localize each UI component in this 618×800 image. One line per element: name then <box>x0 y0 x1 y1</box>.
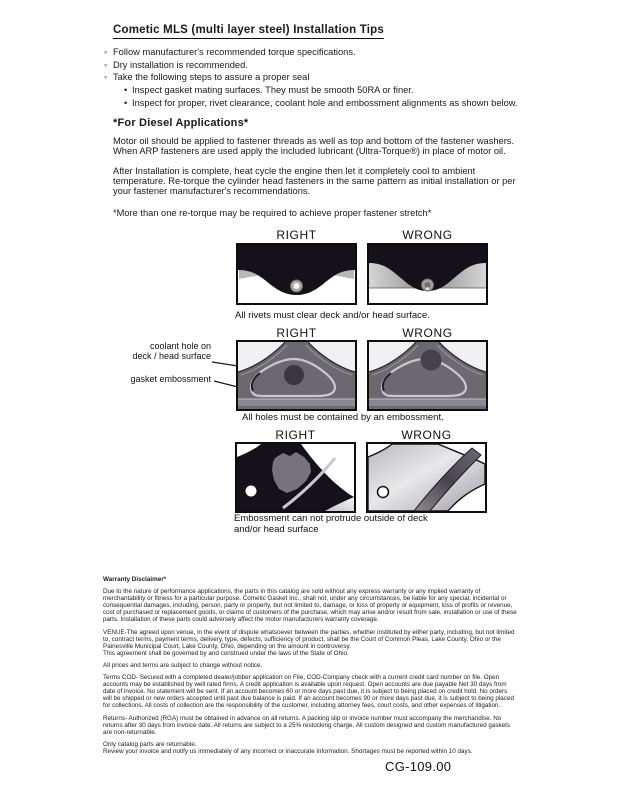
bullet-open-icon: ◦ <box>104 59 108 70</box>
legal-paragraph: Review your invoice and notify us immediately of any incorrect or inaccurate information. Shortages must be reported within 10 days. <box>103 747 473 755</box>
figure3-wrong-diagram <box>366 442 487 513</box>
annotation-gasket-embossment: gasket embossment <box>130 374 211 384</box>
hole-embossment-wrong-diagram <box>369 342 486 409</box>
legal-paragraph: This agreement shall be governed by and construed under the laws of the State of Ohio. <box>103 649 349 657</box>
figure2-right-diagram <box>236 340 357 411</box>
embossment-edge-wrong-diagram <box>368 444 485 511</box>
figure2-right-label: RIGHT <box>276 326 317 340</box>
rivet-clearance-right-diagram <box>238 245 355 303</box>
figure2-caption: All holes must be contained by an embossment. <box>242 412 444 423</box>
legal-paragraph: Terms COD- Secured with a completed dealer/jobber application on File, COD-Company check with a current credit card number on file. Open accounts may be established by well rated firms. A credit application is available upon request. Open accounts are due payable Net 30 days from date of invoice. No statement will be sent. If an account becomes 60 or more days past due, it is subject to being placed on credit hold. No orders will be shipped or new orders accepted until past due balance is paid. If an account becomes 90 or more days past due, it is subject to being placed for collections. All costs of collection are the responsibility of the customer, including attorney fees, court costs, and other expenses of litigation. <box>103 674 514 710</box>
list-item <box>124 84 534 97</box>
figure1-caption: All rivets must clear deck and/or head surface. <box>235 310 430 321</box>
embossment-edge-right-diagram <box>237 444 354 511</box>
paragraph: Motor oil should be applied to fastener threads as well as top and bottom of the fastener washers. When ARP fasteners are used apply the included lubricant (Ultra-Torque®) in place of motor oil. <box>113 136 515 156</box>
list-item <box>124 97 534 110</box>
bullet-open-icon: ◦ <box>104 72 108 83</box>
bullet-open-icon: ◦ <box>104 47 108 57</box>
legal-paragraph: Only catalog parts are returnable. <box>103 740 197 748</box>
figure2-wrong-label: WRONG <box>402 326 453 340</box>
list-item-text: Inspect gasket mating surfaces. They must be smooth 50RA or finer. <box>132 85 414 96</box>
list-item-text: Inspect for proper, rivet clearance, coolant hole and embossment alignments as shown below. <box>132 97 518 108</box>
annotation-coolant-hole: coolant hole on deck / head surface <box>132 341 211 361</box>
figure3-wrong-label: WRONG <box>401 428 452 442</box>
list-item <box>104 71 534 84</box>
diesel-section-heading: *For Diesel Applications* <box>113 117 249 129</box>
figure3-right-diagram <box>235 442 356 513</box>
installation-tips-list <box>104 46 534 110</box>
warranty-disclaimer-heading: Warranty Disclaimer* <box>103 576 167 583</box>
rivet-clearance-wrong-diagram <box>369 245 486 303</box>
list-item-text: Follow manufacturer's recommended torque specifications. <box>113 47 356 57</box>
figure2-wrong-diagram <box>367 340 488 411</box>
paragraph: After Installation is complete, heat cycle the engine then let it completely cool to ambient temperature. Re-torque the cylinder head fasteners in the same pattern as initial installation or per your fastener manufacturer's recommendations. <box>113 166 516 196</box>
page-number: CG-109.00 <box>385 759 452 774</box>
figure1-wrong-diagram <box>367 243 488 305</box>
figure3-right-label: RIGHT <box>275 428 316 442</box>
legal-paragraph: VENUE-The agreed upon venue, in the event of dispute whatsoever between the parties, whether instituted by either party, including, but not limited to, contract terms, payment terms, delivery, type, defects, sufficiency of product, shall be the Court of Common Pleas, Lake County, Ohio or the Painesville Municipal Court, Lake County, Ohio, depending on the amount in controversy. <box>103 628 515 650</box>
page-title: Cometic MLS (multi layer steel) Installation Tips <box>113 24 384 39</box>
list-item-text: Dry installation is recommended. <box>113 59 248 70</box>
list-item-text: Take the following steps to assure a proper seal <box>113 72 310 83</box>
figure1-right-diagram <box>236 243 357 305</box>
paragraph: *More than one re-torque may be required to achieve proper fastener stretch* <box>113 208 432 218</box>
list-item <box>104 59 534 72</box>
list-item <box>104 46 534 59</box>
legal-paragraph: All prices and terms are subject to change without notice. <box>103 661 263 669</box>
figure3-caption: Embossment can not protrude outside of deck and/or head surface <box>234 513 428 535</box>
legal-paragraph: Returns- Authorized (RGA) must be obtained in advance on all returns. A packing slip or invoice number must accompany the merchandise. No returns after 30 days from invoice date. All returns are subject to a 25% restocking charge. All custom designed and custom manufactured gaskets are non-returnable. <box>103 714 511 736</box>
legal-paragraph: Due to the nature of performance applications, the parts in this catalog are sold without any express warranty or any implied warranty of merchantability or fitness for a particular purpose. Cometic Gasket Inc., shall not, under any circumstances, be liable for any special, incidental or consequential damages, including, person, party or property, but not limited to, damage, or loss of property or equipment, loss of profits or revenue, cost of purchased or replacement goods, or claims of customers of the purchase, which may arise and/or result from sale, installation or use of these parts. Installation of these parts could adversely affect the motor manufacturers warranty coverage. <box>103 588 517 624</box>
bullet-filled-icon: • <box>124 97 128 108</box>
figure1-right-label: RIGHT <box>276 228 317 242</box>
bullet-filled-icon: • <box>124 85 128 96</box>
hole-embossment-right-diagram <box>238 342 355 409</box>
warranty-disclaimer-section <box>103 576 517 755</box>
figure1-wrong-label: WRONG <box>402 228 453 242</box>
